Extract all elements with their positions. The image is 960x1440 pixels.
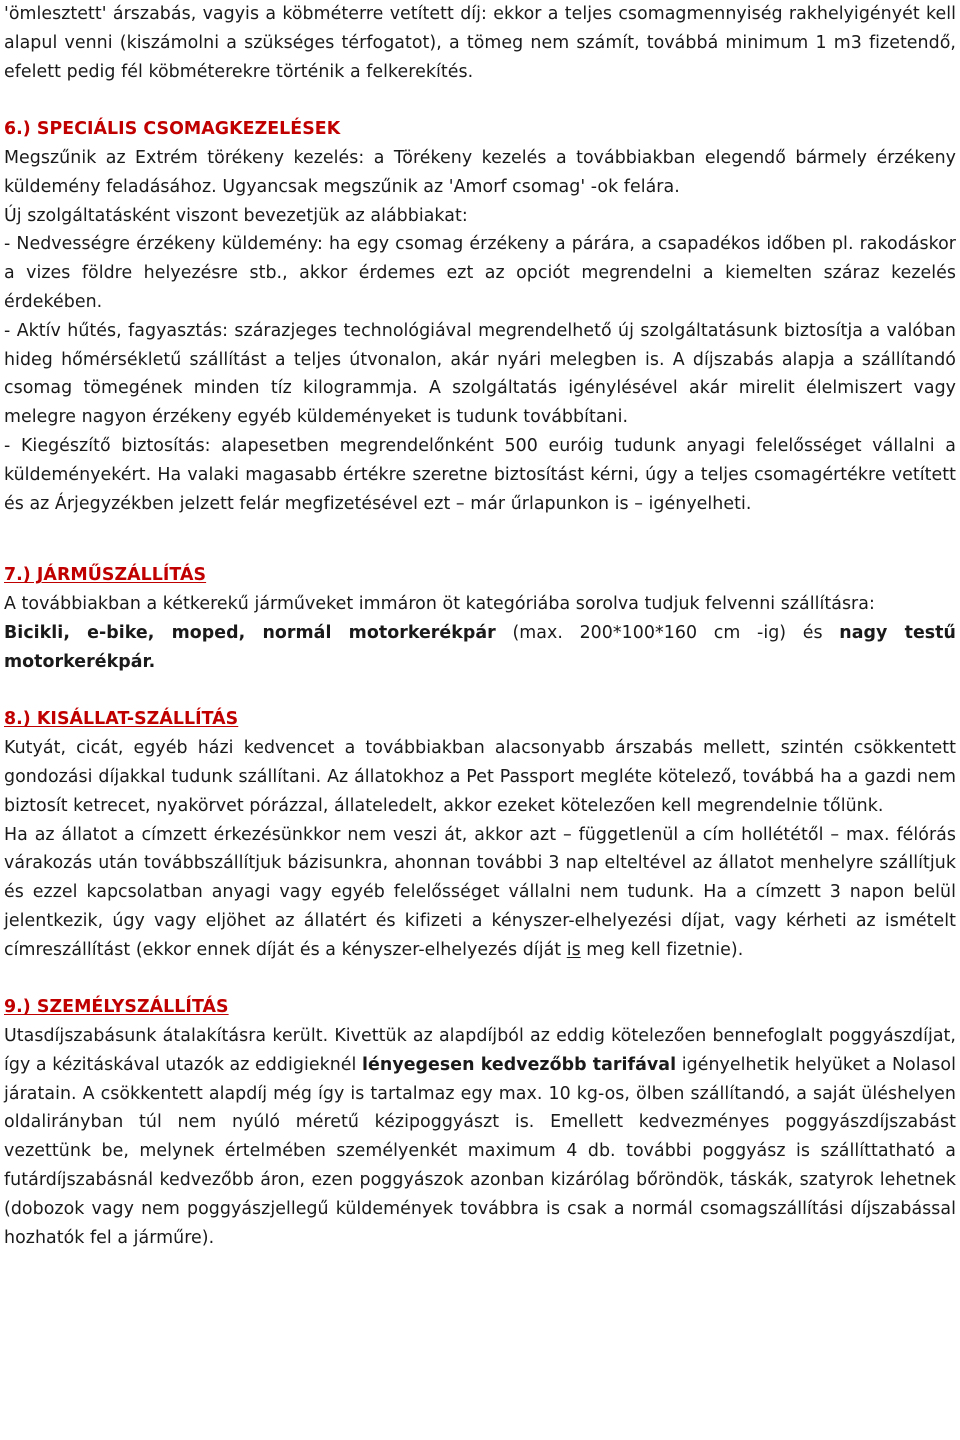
vehicle-categories-bold: Bicikli, e-bike, moped, normál motorkerékpár (4, 622, 496, 643)
vehicle-size-limit: (max. 200*100*160 cm -ig) és (495, 622, 840, 643)
section-7-paragraph-1: A továbbiakban a kétkerekű járműveket immáron öt kategóriába sorolva tudjuk felvenni szállításra: (4, 594, 875, 615)
section-6-paragraph-4: - Aktív hűtés, fagyasztás: szárazjeges technológiával megrendelhető új szolgáltatásunk biztosítja a valóban hideg hőmérsékletű szállítást a teljes útvonalon, akár nyári melegben is. A díjszabás alapja a szállítandó csomag tömegének minden tíz kilogrammja. A szolgáltatás igénylésével akár mirelit élelmiszert vagy melegre nagyon érzékeny egyéb küldeményeket is tudunk továbbítani. (4, 320, 956, 428)
large-motorcycle-bold: nagy testű motorkerékpár. (4, 622, 956, 672)
section-9-heading: 9.) SZEMÉLYSZÁLLÍTÁS (4, 997, 229, 1018)
section-6-paragraph-5: - Kiegészítő biztosítás: alapesetben megrendelőnként 500 euróig tudunk anyagi felelősséget vállalni a küldeményekért. Ha valaki magasabb értékre szeretne biztosítást kérni, úgy a teljes csomagértékre vetített és az Árjegyzékben jelzett felár megfizetésével ezt – már űrlapunkon is – igényelheti. (4, 435, 956, 514)
section-6-paragraph-3: - Nedvességre érzékeny küldemény: ha egy csomag érzékeny a párára, a csapadékos időben pl. rakodáskor a vizes földre helyezésre stb., akkor érdemes ezt az opciót megrendelni a kiemelten száraz kezelés érdekében. (4, 234, 956, 312)
section-7-paragraph-2 (4, 619, 956, 677)
favorable-tariff-bold: lényegesen kedvezőbb tarifával (362, 1054, 677, 1075)
section-6-paragraph-1: Megszűnik az Extrém törékeny kezelés: a Törékeny kezelés a továbbiakban elegendő bármely érzékeny küldemény feladásához. Ugyancsak megszűnik az 'Amorf csomag' -ok felára. (4, 147, 956, 197)
section-9-text-b: igényelhetik helyüket a Nolasol járatain. A csökkentett alapdíj még így is tartalmaz egy max. 10 kg-os, ölben szállítandó, a saját üléshelyen oldalirányban túl nem nyúló méretű kézipoggyászt is. Emellett kedvezményes poggyászdíjszabást vezettünk be, melynek értelmében személyenkét maximum 4 db. további poggyász is szállíttatható a futárdíjszabásnál kedvezőbb áron, ezen poggyászok azonban kizárólag bőröndök, táskák, szatyrok lehetnek (dobozok vagy nem poggyászjellegű küldemények továbbra is csak a normál csomagszállítási díjszabással hozhatók fel a járműre). (4, 1054, 956, 1248)
spacer (4, 86, 956, 115)
section-8-text-b: meg kell fizetnie). (580, 939, 744, 960)
section-9-text-a: Utasdíjszabásunk átalakításra került. Kivettük az alapdíjból az eddig kötelezően bennefoglalt poggyászdíjat, így a kézitáskával utazók az eddigieknél (4, 1026, 956, 1075)
spacer (4, 965, 956, 994)
section-8-heading: 8.) KISÁLLAT-SZÁLLÍTÁS (4, 709, 239, 730)
section-7-heading: 7.) JÁRMŰSZÁLLÍTÁS (4, 565, 207, 586)
spacer (4, 677, 956, 706)
section-8-paragraph-1: Kutyát, cicát, egyéb házi kedvencet a továbbiakban alacsonyabb árszabás mellett, szintén csökkentett gondozási díjakkal tudunk szállítani. Az állatokhoz a Pet Passport megléte kötelező, továbbá ha a gazdi nem biztosít ketrecet, nyakörvet pórázzal, állateledelt, akkor ezeket kötelezően kell megrendelnie tőlünk. (4, 738, 956, 816)
section-8-text-a: Ha az állatot a címzett érkezésünkkor nem veszi át, akkor azt – függetlenül a cím hollététől – max. félórás várakozás után továbbszállítjuk bázisunkra, ahonnan további 3 nap elteltével az állatot menhelyre szállítjuk és ezzel kapcsolatban anyagi vagy egyéb felelősséget vállalni nem tudunk. Ha a címzett 3 napon belül jelentkezik, úgy vagy eljöhet az állatért és kifizeti a kényszer-elhelyezési díjat, vagy kérheti az ismételt címreszállítást (ekkor ennek díját és a kényszer-elhelyezés díját (4, 824, 956, 960)
section-8-paragraph-2 (4, 821, 956, 965)
section-6-heading: 6.) SPECIÁLIS CSOMAGKEZELÉSEK (4, 119, 341, 140)
spacer (4, 518, 956, 561)
section-9-paragraph-1 (4, 1022, 956, 1252)
intro-paragraph: 'ömlesztett' árszabás, vagyis a köbméterre vetített díj: ekkor a teljes csomagmennyiség rakhelyigényét kell alapul venni (kiszámolni a szükséges térfogatot), a tömeg nem számít, továbbá minimum 1 m3 fizetendő, efelett pedig fél köbméterekre történik a felkerekítés. (4, 4, 956, 82)
section-6-paragraph-2: Új szolgáltatásként viszont bevezetjük az alábbiakat: (4, 205, 468, 226)
underlined-word: is (566, 939, 581, 960)
